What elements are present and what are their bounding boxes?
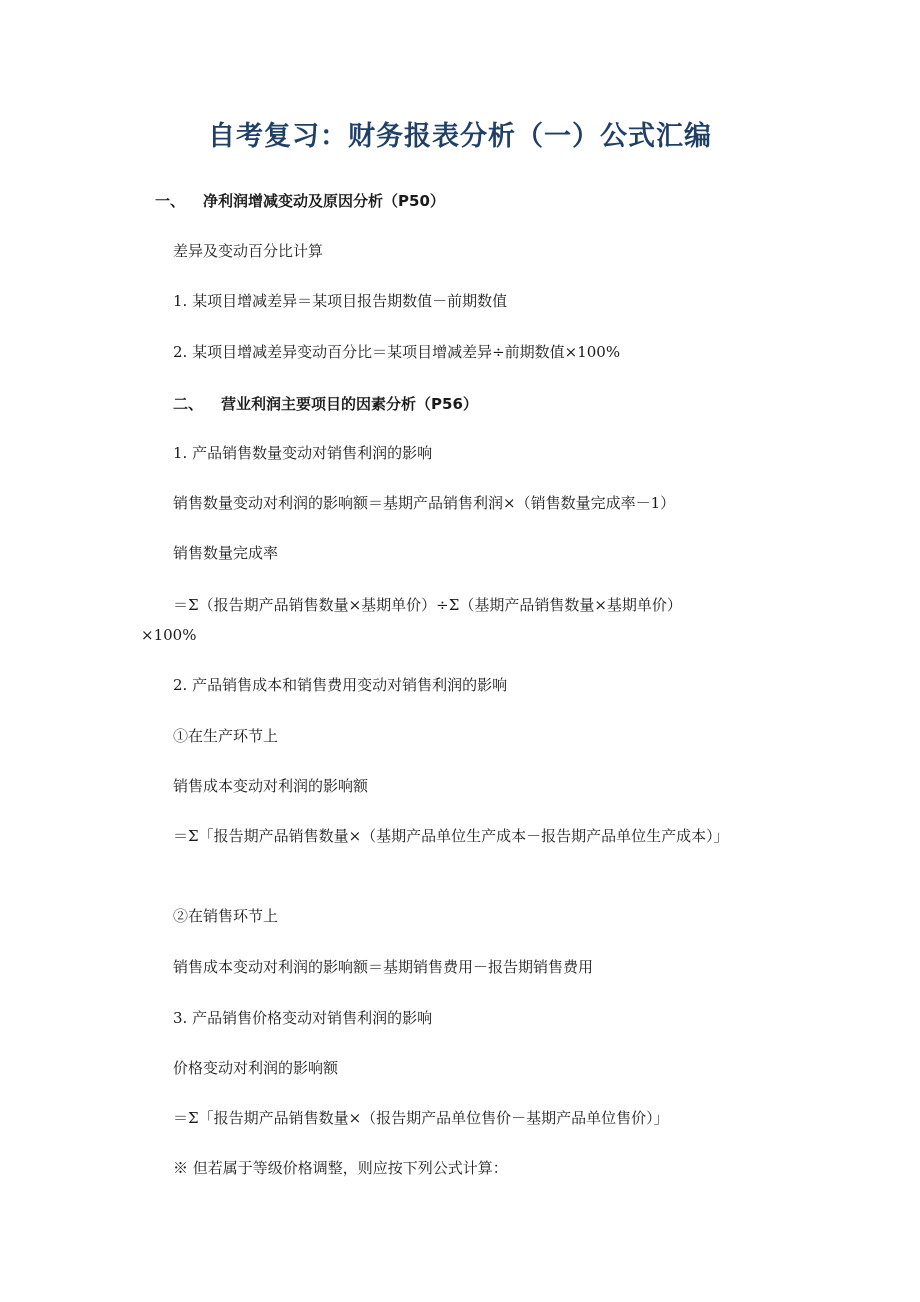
formula-line: ＝Σ「报告期产品销售数量×（基期产品单位生产成本－报告期产品单位生产成本）」 (173, 827, 729, 845)
subheading: 3. 产品销售价格变动对销售利润的影响 (173, 1009, 433, 1027)
formula-line: ＝Σ（报告期产品销售数量×基期单价）÷Σ（基期产品销售数量×基期单价） (173, 596, 682, 614)
formula-line: 1. 某项目增减差异＝某项目报告期数值－前期数值 (173, 292, 508, 310)
formula-line: ＝Σ「报告期产品销售数量×（报告期产品单位售价－基期产品单位售价）」 (173, 1109, 669, 1127)
paragraph: ②在销售环节上 (173, 907, 279, 925)
paragraph: 价格变动对利润的影响额 (173, 1059, 339, 1077)
section-heading-1 (155, 190, 445, 212)
paragraph: ①在生产环节上 (173, 727, 279, 745)
section-title: 净利润增减变动及原因分析（P50） (203, 192, 445, 210)
section-number: 二、 (173, 395, 204, 413)
section-number: 一、 (155, 192, 186, 210)
formula-line: 销售数量变动对利润的影响额＝基期产品销售利润×（销售数量完成率－1） (173, 494, 676, 512)
paragraph: 差异及变动百分比计算 (173, 242, 324, 260)
formula-continuation: ×100% (141, 626, 197, 644)
subheading: 1. 产品销售数量变动对销售利润的影响 (173, 444, 433, 462)
section-title: 营业利润主要项目的因素分析（P56） (221, 395, 478, 413)
document-title: 自考复习：财务报表分析（一）公式汇编 (208, 121, 712, 152)
formula-line: 销售成本变动对利润的影响额＝基期销售费用－报告期销售费用 (173, 958, 594, 976)
paragraph: 销售数量完成率 (173, 544, 279, 562)
section-heading-2 (173, 393, 478, 415)
subheading: 2. 产品销售成本和销售费用变动对销售利润的影响 (173, 676, 508, 694)
note-line: ※ 但若属于等级价格调整，则应按下列公式计算： (173, 1159, 508, 1177)
formula-line: 2. 某项目增减差异变动百分比＝某项目增减差异÷前期数值×100% (173, 343, 621, 361)
paragraph: 销售成本变动对利润的影响额 (173, 777, 369, 795)
